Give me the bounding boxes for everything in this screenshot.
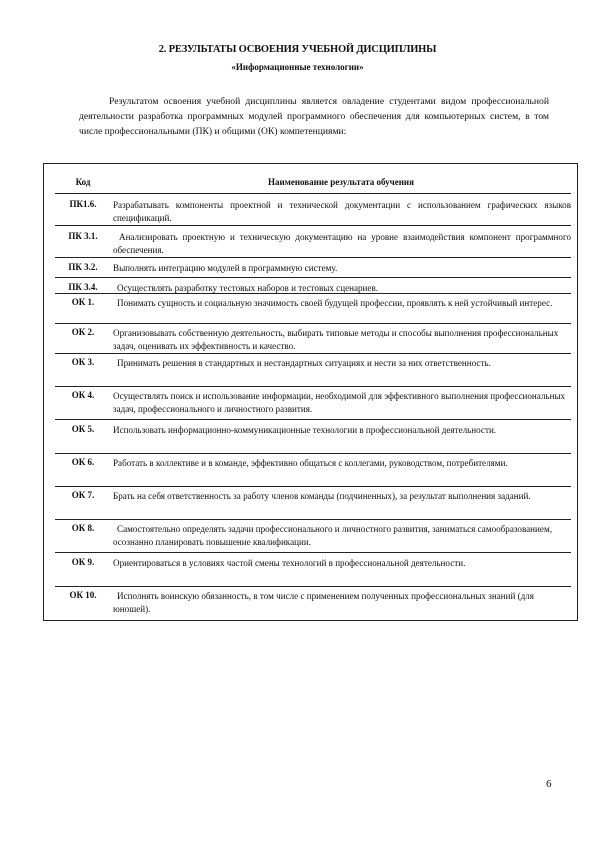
- header-divider: [55, 193, 571, 194]
- row-divider: [55, 453, 571, 454]
- row-code: ОК 1.: [71, 297, 95, 307]
- row-code: ОК 8.: [71, 523, 95, 533]
- row-code: ОК 9.: [71, 557, 95, 567]
- table-row: [55, 197, 571, 226]
- row-code: ОК 7.: [71, 490, 95, 500]
- row-text: Разрабатывать компоненты проектной и технической документации с использованием графических языков спецификаций.: [113, 200, 571, 223]
- row-divider: [55, 519, 571, 520]
- table-row: [55, 455, 571, 487]
- row-divider: [55, 277, 571, 278]
- table-row: [55, 260, 571, 278]
- row-divider: [55, 552, 571, 553]
- table-row: [55, 521, 571, 553]
- row-divider: [55, 353, 571, 354]
- table-row: [55, 422, 571, 454]
- table-row: [55, 295, 571, 324]
- row-code: ОК 4.: [71, 390, 95, 400]
- table-row: [55, 355, 571, 387]
- row-code: ПК 3.2.: [68, 262, 98, 272]
- row-text: Брать на себя ответственность за работу членов команды (подчиненных), за результат выполнения заданий.: [113, 491, 531, 501]
- intro-paragraph: Результатом освоения учебной дисциплины является овладение студентами видом профессиональной деятельности разработка программных модулей программного обеспечения для компьютерных систем, в том числе профессиональными (ПК) и общими (ОК) компетенциями:: [79, 96, 549, 137]
- row-text: Исполнять воинскую обязанность, в том числе с применением полученных профессиональных знаний (для юношей).: [113, 591, 534, 614]
- page-number: 6: [546, 778, 552, 790]
- row-text: Использовать информационно-коммуникационные технологии в профессиональной деятельности.: [113, 425, 497, 435]
- table-row: [55, 555, 571, 587]
- row-text: Ориентироваться в условиях частой смены технологий в профессиональной деятельности.: [113, 558, 466, 568]
- table-row: [55, 588, 571, 618]
- table-row: [55, 488, 571, 520]
- row-divider: [55, 323, 571, 324]
- row-divider: [55, 419, 571, 420]
- row-divider: [55, 386, 571, 387]
- row-divider: [55, 293, 571, 294]
- row-text: Самостоятельно определять задачи профессионального и личностного развития, заниматься самообразованием, осознанно планировать повышение квалификации.: [113, 524, 552, 547]
- row-text: Осуществлять разработку тестовых наборов и тестовых сценариев.: [117, 283, 379, 293]
- row-code: ОК 3.: [71, 357, 95, 367]
- row-code: ОК 5.: [71, 424, 95, 434]
- page-subtitle: «Информационные технологии»: [231, 62, 364, 72]
- row-divider: [55, 586, 571, 587]
- header-name: Наименование результата обучения: [268, 177, 414, 187]
- row-text: Осуществлять поиск и использование информации, необходимой для эффективного выполнения профессиональных задач, профессионального и личностного развития.: [113, 391, 566, 414]
- row-divider: [55, 225, 571, 226]
- page-title: 2. РЕЗУЛЬТАТЫ ОСВОЕНИЯ УЧЕБНОЙ ДИСЦИПЛИНЫ: [158, 44, 437, 55]
- header-code: Код: [75, 177, 91, 187]
- row-divider: [55, 486, 571, 487]
- table-row: [55, 325, 571, 354]
- row-code: ПК1.6.: [69, 199, 97, 209]
- row-text: Принимать решения в стандартных и нестандартных ситуациях и нести за них ответственность.: [117, 358, 491, 368]
- table-row: [55, 280, 571, 294]
- row-code: ОК 6.: [71, 457, 95, 467]
- row-text: Выполнять интеграцию модулей в программную систему.: [113, 263, 338, 273]
- row-code: ПК 3.4.: [68, 282, 98, 292]
- row-text: Анализировать проектную и техническую документацию на уровне взаимодействия компонент программного обеспечения.: [113, 232, 571, 255]
- row-text: Организовывать собственную деятельность, выбирать типовые методы и способы выполнения профессиональных задач, оценивать их эффективность и качество.: [113, 328, 559, 351]
- row-text: Понимать сущность и социальную значимость своей будущей профессии, проявлять к ней устойчивый интерес.: [117, 298, 553, 308]
- table-row: [55, 388, 571, 420]
- row-code: ОК 2.: [71, 327, 95, 337]
- row-code: ОК 10.: [69, 590, 97, 600]
- table-row: [55, 229, 571, 258]
- row-text: Работать в коллективе и в команде, эффективно общаться с коллегами, руководством, потребителями.: [113, 458, 508, 468]
- row-divider: [55, 257, 571, 258]
- row-code: ПК 3.1.: [68, 231, 98, 241]
